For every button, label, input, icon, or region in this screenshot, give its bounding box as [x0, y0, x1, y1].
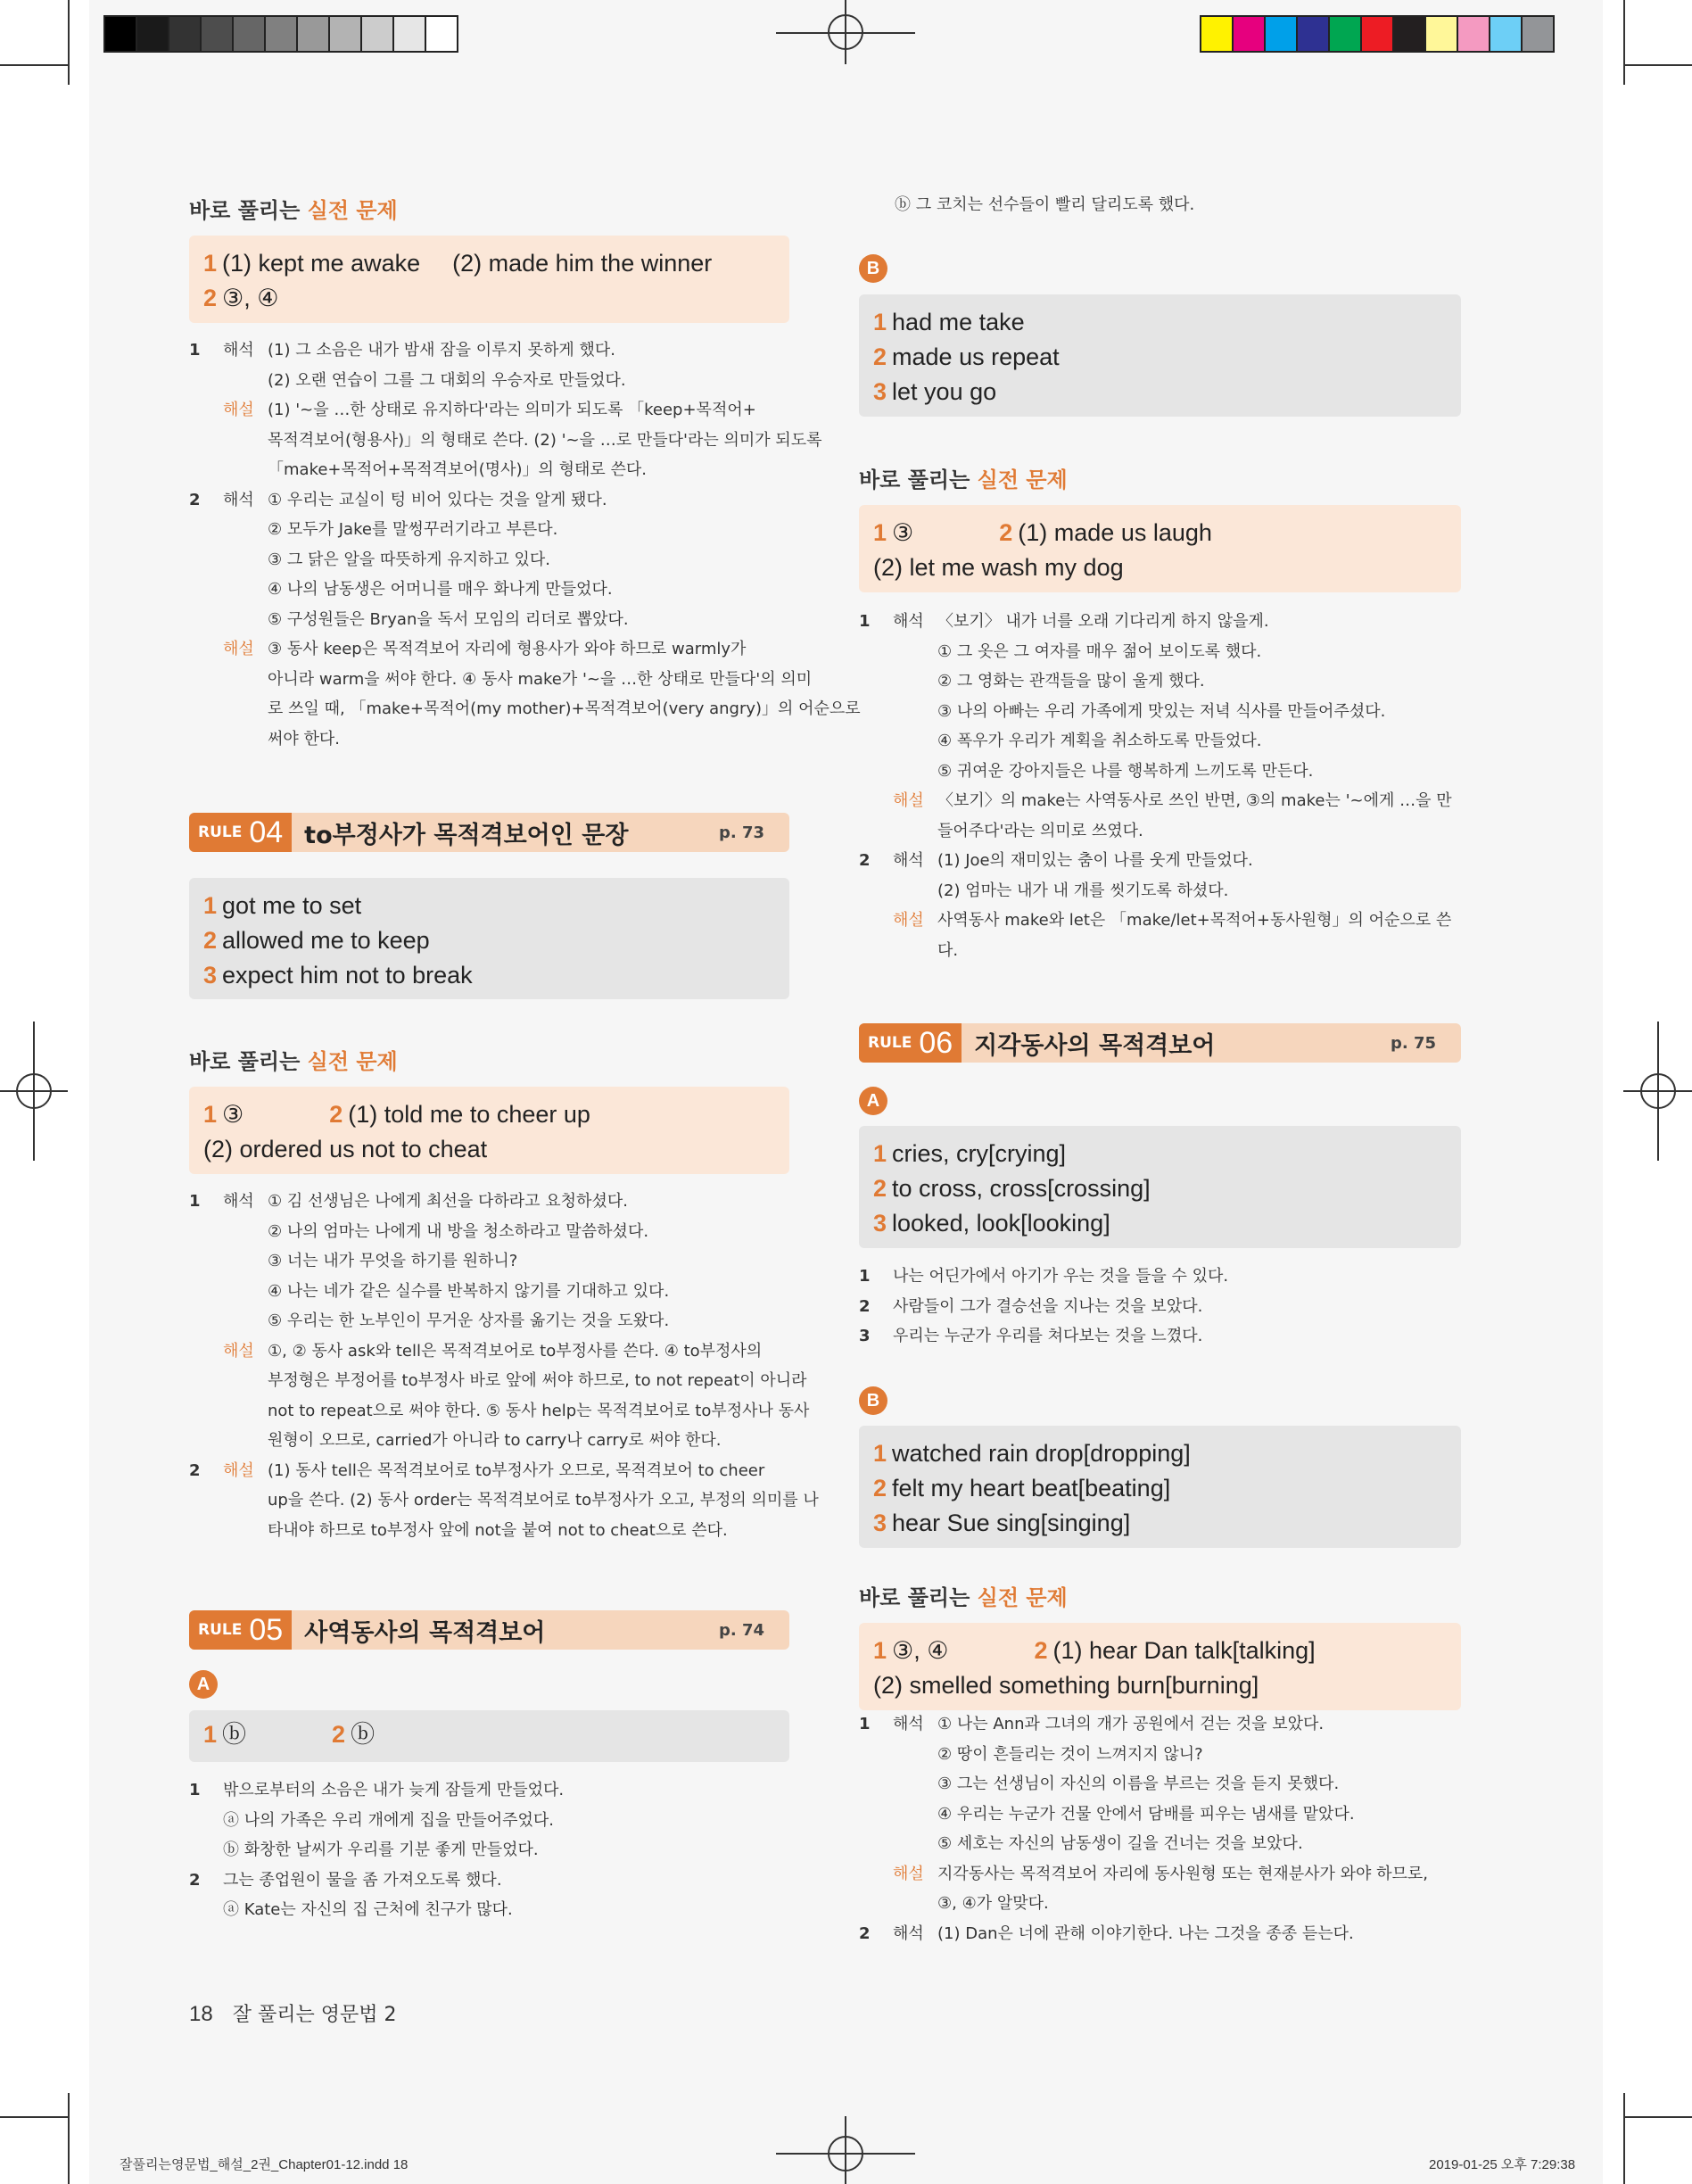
answer-number: 1 — [873, 1440, 887, 1467]
item-number: 1 — [189, 1781, 201, 1799]
answer-part — [873, 550, 1124, 585]
color-swatch — [296, 15, 330, 53]
rule-05b-answer-box — [859, 294, 1461, 417]
explanation-text: ⓑ 화창한 날씨가 우리를 기분 좋게 만들었다. — [223, 1841, 539, 1859]
explanation-line — [189, 724, 789, 755]
explanation-text: 다. — [937, 940, 959, 960]
explanation-text: 그는 종업원이 물을 좀 가져오도록 했다. — [223, 1870, 502, 1890]
explanation-text: 밖으로부터의 소음은 내가 늦게 잠들게 만들었다. — [223, 1781, 565, 1799]
explanation-text: (1) Dan은 너에 관해 이야기한다. 나는 그것을 종종 듣는다. — [937, 1923, 1354, 1943]
explanation-line — [859, 1321, 1461, 1352]
explanation-tag: 해설 — [223, 1460, 254, 1480]
answer-part — [452, 246, 712, 281]
explanation-line — [859, 757, 1461, 787]
explanation-line — [859, 726, 1461, 757]
answer-number: 1 — [873, 1637, 887, 1664]
practice-answer-box — [859, 1623, 1461, 1710]
color-swatch — [425, 15, 458, 53]
rule-06a-answer-box — [859, 1126, 1461, 1248]
explanation-text: (2) 오랜 연습이 그를 그 대회의 우승자로 만들었다. — [268, 370, 626, 390]
explanation-line — [189, 665, 813, 695]
answer-text: expect him not to break — [222, 962, 473, 989]
explanation-line — [859, 846, 1461, 876]
answer-line — [203, 1717, 775, 1752]
answer-line — [873, 516, 1447, 550]
explanation-block — [859, 1709, 1461, 1948]
explanation-text: ③ 그 닭은 알을 따뜻하게 유지하고 있다. — [268, 550, 551, 569]
answer-number: 2 — [203, 927, 218, 954]
explanation-line — [189, 1806, 789, 1836]
explanation-tag: 해석 — [223, 490, 254, 509]
explanation-tag: 해설 — [223, 401, 254, 419]
explanation-line — [859, 906, 1461, 936]
answer-number: 3 — [873, 1210, 887, 1237]
answer-line — [873, 1668, 1447, 1703]
explanation-line — [859, 697, 1461, 727]
explanation-text: ⓐ 나의 가족은 우리 개에게 집을 만들어주었다. — [223, 1810, 555, 1830]
explanation-text: 목적격보어(형용사)」의 형태로 쓴다. (2) '~을 …로 만들다'라는 의미가 되도록 — [268, 430, 822, 450]
explanation-block — [859, 1262, 1461, 1352]
answer-part — [999, 516, 1212, 550]
item-number: 2 — [859, 1923, 871, 1943]
section-b-badge: B — [859, 1386, 887, 1415]
answer-line — [203, 889, 775, 923]
explanation-text: (1) 동사 tell은 목적격보어로 to부정사가 오므로, 목적격보어 to cheer — [268, 1460, 765, 1480]
answer-part — [1034, 1634, 1315, 1668]
explanation-tag: 해석 — [223, 1192, 254, 1211]
explanation-text: 나는 어딘가에서 아기가 우는 것을 들을 수 있다. — [893, 1267, 1229, 1286]
explanation-tag: 해석 — [893, 1923, 924, 1943]
explanation-text: 부정형은 부정어를 to부정사 바로 앞에 써야 하므로, to not repeat이 아니라 — [268, 1371, 807, 1390]
item-number: 1 — [189, 1192, 201, 1211]
answer-line — [203, 1097, 775, 1132]
explanation-text: ④ 나는 네가 같은 실수를 반복하지 않기를 기대하고 있다. — [268, 1281, 670, 1301]
explanation-line — [859, 876, 1461, 906]
explanation-line — [189, 694, 861, 724]
explanation-text: (1) 그 소음은 내가 밤새 잠을 이루지 못하게 했다. — [268, 341, 615, 360]
explanation-tag: 해설 — [223, 640, 254, 658]
explanation-line — [859, 816, 1461, 847]
explanation-block — [189, 1187, 819, 1545]
answer-number: 1 — [873, 1140, 887, 1167]
answer-number: 3 — [873, 1510, 887, 1536]
explanation-tag: 해석 — [223, 341, 254, 360]
explanation-text: ③ 그는 선생님이 자신의 이름을 부르는 것을 듣지 못했다. — [937, 1774, 1340, 1793]
explanation-tag: 해석 — [893, 612, 924, 631]
explanation-text: 사역동사 make와 let은 「make/let+목적어+동사원형」의 어순으로 쓴 — [937, 911, 1452, 930]
rule-06-header — [859, 1023, 1461, 1063]
color-swatch — [1457, 15, 1490, 53]
answer-number: 1 — [203, 1721, 218, 1748]
explanation-text: ① 김 선생님은 나에게 최선을 다하라고 요청하셨다. — [268, 1192, 628, 1211]
explanation-line — [859, 1769, 1461, 1799]
answer-line — [873, 1471, 1447, 1506]
explanation-text: ⑤ 우리는 한 노부인이 무거운 상자를 옮기는 것을 도왔다. — [268, 1311, 670, 1330]
rule-title: to부정사가 목적격보어인 문장 — [304, 821, 629, 849]
explanation-line — [189, 426, 822, 456]
answer-number: 2 — [1034, 1637, 1048, 1664]
answer-text: (1) hear Dan talk[talking] — [1052, 1637, 1316, 1664]
explanation-text: not to repeat으로 써야 한다. ⑤ 동사 help는 목적격보어로 to부정사나 동사 — [268, 1401, 810, 1420]
explanation-tag: 해설 — [893, 911, 924, 930]
explanation-line — [189, 1866, 789, 1896]
answer-text: (2) let me wash my dog — [873, 554, 1124, 581]
practice-title: 바로 풀리는 실전 문제 — [859, 467, 1068, 492]
explanation-text: 아니라 warm을 써야 한다. ④ 동사 make가 '~을 …한 상태로 만들다'의 의미 — [268, 669, 813, 689]
explanation-line — [859, 637, 1461, 667]
explanation-line — [859, 1919, 1461, 1949]
explanation-text: ④ 우리는 누군가 건물 안에서 담배를 피우는 냄새를 맡았다. — [937, 1804, 1355, 1824]
answer-text: ③ — [892, 519, 914, 546]
answer-part — [329, 1097, 590, 1132]
item-number: 2 — [859, 851, 871, 870]
answer-text: felt my heart beat[beating] — [892, 1475, 1171, 1502]
color-swatch — [264, 15, 298, 53]
explanation-line — [859, 1829, 1461, 1859]
explanation-line — [189, 366, 789, 396]
answer-number: 2 — [873, 1175, 887, 1202]
answer-number: 1 — [873, 519, 887, 546]
answer-text: had me take — [892, 309, 1025, 335]
rule-04-header — [189, 813, 789, 852]
item-number: 2 — [189, 1460, 201, 1480]
explanation-text: 원형이 오므로, carried가 아니라 to carry나 carry로 써야 한다. — [268, 1431, 722, 1450]
answer-number: 1 — [203, 250, 218, 277]
explanation-text: ③ 너는 내가 무엇을 하기를 원하니? — [268, 1252, 518, 1270]
rule-05-header — [189, 1610, 789, 1650]
answer-part — [873, 516, 913, 550]
rule-06b-answer-box — [859, 1426, 1461, 1548]
answer-text: (1) told me to cheer up — [348, 1101, 590, 1128]
explanation-text: (2) 엄마는 내가 내 개를 씻기도록 하셨다. — [937, 881, 1229, 900]
item-number: 2 — [189, 490, 201, 509]
explanation-line — [189, 1775, 789, 1806]
explanation-text: ② 모두가 Jake를 말썽꾸러기라고 부른다. — [268, 520, 558, 539]
item-number: 1 — [189, 341, 201, 360]
explanation-line — [189, 605, 789, 635]
answer-line — [203, 281, 775, 316]
rule-page-ref: p. 75 — [1390, 1033, 1436, 1053]
explanation-line — [859, 1799, 1461, 1830]
answer-text: ③, ④ — [892, 1637, 949, 1664]
answer-text: ③ — [222, 1101, 244, 1128]
grayscale-calibration-bar — [105, 15, 458, 53]
explanation-line — [859, 666, 1461, 697]
color-swatch — [103, 15, 137, 53]
explanation-text: (1) Joe의 재미있는 춤이 나를 웃게 만들었다. — [937, 851, 1253, 870]
explanation-text: ①, ② 동사 ask와 tell은 목적격보어로 to부정사를 쓴다. ④ to부정사의 — [268, 1341, 763, 1361]
answer-text: cries, cry[crying] — [892, 1140, 1067, 1167]
explanation-line — [189, 1835, 789, 1866]
answer-number: 1 — [203, 1101, 218, 1128]
answer-text: watched rain drop[dropping] — [892, 1440, 1191, 1467]
color-swatch — [168, 15, 202, 53]
answer-part — [873, 1668, 1259, 1703]
explanation-text: ③ 동사 keep은 목적격보어 자리에 형용사가 와야 하므로 warmly가 — [268, 640, 747, 658]
color-calibration-bar — [1201, 15, 1555, 53]
explanation-text: 로 쓰일 때, 「make+목적어(my mother)+목적격보어(very angry)」의 어순으로 — [268, 699, 861, 718]
explanation-line — [859, 936, 1461, 966]
answer-line — [873, 1634, 1447, 1668]
explanation-tag: 해석 — [893, 851, 924, 870]
practice-title: 바로 풀리는 실전 문제 — [189, 1049, 398, 1074]
explanation-line — [189, 1246, 789, 1277]
explanation-line — [189, 1366, 807, 1396]
answer-part — [203, 1132, 487, 1167]
answer-part — [203, 1717, 246, 1752]
explanation-line — [189, 1217, 789, 1247]
explanation-text: 〈보기〉 내가 너를 오래 기다리게 하지 않을게. — [937, 612, 1269, 631]
item-number: 1 — [859, 1715, 871, 1733]
answer-line — [203, 923, 775, 958]
answer-number: 1 — [203, 892, 218, 919]
answer-line — [873, 1436, 1447, 1471]
explanation-text: 사람들이 그가 결승선을 지나는 것을 보았다. — [893, 1296, 1203, 1316]
explanation-text: ⓐ Kate는 자신의 집 근처에 친구가 많다. — [223, 1900, 513, 1919]
answer-text: hear Sue sing[singing] — [892, 1510, 1131, 1536]
explanation-line — [189, 335, 789, 366]
answer-number: 2 — [999, 519, 1013, 546]
item-number: 3 — [859, 1327, 871, 1345]
explanation-line — [189, 1456, 789, 1486]
item-number: 2 — [859, 1296, 871, 1316]
explanation-text: ⑤ 귀여운 강아지들은 나를 행복하게 느끼도록 만든다. — [937, 761, 1314, 781]
explanation-line — [189, 545, 789, 575]
answer-number: 2 — [873, 1475, 887, 1502]
answer-text: (2) ordered us not to cheat — [203, 1136, 488, 1162]
color-swatch — [1200, 15, 1234, 53]
explanation-line — [189, 1426, 789, 1456]
color-swatch — [1232, 15, 1266, 53]
explanation-line — [189, 395, 789, 426]
practice-title: 바로 풀리는 실전 문제 — [189, 198, 398, 223]
explanation-block — [189, 335, 861, 754]
answer-text: ⓑ — [222, 1721, 247, 1748]
color-swatch — [136, 15, 169, 53]
explanation-tag: 해설 — [893, 791, 924, 810]
explanation-line — [189, 1277, 789, 1307]
color-swatch — [1424, 15, 1458, 53]
answer-text: allowed me to keep — [222, 927, 430, 954]
color-swatch — [1264, 15, 1298, 53]
explanation-block — [859, 607, 1461, 965]
answer-text: ⓑ — [351, 1721, 376, 1748]
explanation-text: ③ 나의 아빠는 우리 가족에게 맛있는 저녁 식사를 만들어주셨다. — [937, 701, 1386, 721]
answer-part — [203, 1097, 243, 1132]
section-a-badge: A — [859, 1087, 887, 1115]
explanation-line — [189, 575, 789, 605]
explanation-tag: 해설 — [223, 1341, 254, 1361]
practice-answer-box — [189, 1087, 789, 1174]
explanation-line — [189, 1187, 789, 1217]
explanation-line — [859, 1889, 1461, 1919]
answer-text: (2) made him the winner — [452, 250, 713, 277]
item-number: 1 — [859, 612, 871, 631]
answer-text: (1) made us laugh — [1018, 519, 1212, 546]
answer-text: (1) kept me awake — [222, 250, 421, 277]
explanation-text: ② 땅이 흔들리는 것이 느껴지지 않니? — [937, 1744, 1203, 1764]
explanation-text: 써야 한다. — [268, 729, 340, 749]
explanation-text: 지각동사는 목적격보어 자리에 동사원형 또는 현재분사가 와야 하므로, — [937, 1864, 1429, 1883]
color-swatch — [328, 15, 362, 53]
explanation-text: ① 나는 Ann과 그녀의 개가 공원에서 걷는 것을 보았다. — [937, 1715, 1325, 1733]
explanation-line — [189, 515, 789, 545]
explanation-line — [859, 1292, 1461, 1322]
answer-number: 3 — [873, 378, 887, 405]
explanation-text: ④ 폭우가 우리가 계획을 취소하도록 만들었다. — [937, 732, 1262, 750]
answer-number: 1 — [873, 309, 887, 335]
color-swatch — [200, 15, 234, 53]
explanation-line — [859, 607, 1461, 637]
rule-badge: RULE 05 — [189, 1610, 292, 1650]
answer-number: 2 — [332, 1721, 346, 1748]
explanation-line — [859, 1262, 1461, 1292]
answer-line — [873, 1506, 1447, 1541]
answer-part — [203, 281, 278, 316]
answer-part — [203, 246, 420, 281]
practice-answer-box — [189, 236, 789, 323]
color-swatch — [1296, 15, 1330, 53]
rule-page-ref: p. 74 — [718, 1620, 764, 1640]
explanation-text: (1) '~을 …한 상태로 유지하다'라는 의미가 되도록 「keep+목적어+ — [268, 401, 756, 419]
explanation-line — [189, 455, 789, 485]
explanation-line — [189, 1895, 789, 1925]
color-swatch — [392, 15, 426, 53]
book-title: 잘 풀리는 영문법 2 — [232, 2004, 397, 2026]
answer-line — [873, 1171, 1447, 1206]
color-swatch — [232, 15, 266, 53]
explanation-text: 타내야 하므로 to부정사 앞에 not을 붙여 not to cheat으로 쓴다. — [268, 1520, 728, 1540]
answer-number: 2 — [329, 1101, 343, 1128]
explanation-tag: 해설 — [893, 1864, 924, 1883]
section-b-badge: B — [859, 254, 887, 283]
explanation-line — [189, 1485, 819, 1516]
explanation-text: 들어주다'라는 의미로 쓰였다. — [937, 821, 1143, 840]
item-number: 2 — [189, 1870, 201, 1890]
answer-text: got me to set — [222, 892, 362, 919]
explanation-text: ⑤ 세호는 자신의 남동생이 길을 건너는 것을 보았다. — [937, 1834, 1303, 1853]
color-swatch — [1489, 15, 1523, 53]
answer-number: 2 — [203, 285, 218, 311]
answer-text: looked, look[looking] — [892, 1210, 1110, 1237]
color-swatch — [360, 15, 394, 53]
explanation-text: ① 그 옷은 그 여자를 매우 젊어 보이도록 했다. — [937, 641, 1262, 661]
rule-04-answer-box — [189, 878, 789, 999]
explanation-text: ③, ④가 알맞다. — [937, 1894, 1049, 1913]
explanation-line — [189, 1516, 789, 1546]
explanation-line — [859, 1859, 1461, 1890]
answer-part — [332, 1717, 375, 1752]
explanation-line — [859, 1740, 1461, 1770]
explanation-block — [189, 1775, 789, 1925]
explanation-line — [189, 1396, 810, 1427]
answer-number: 3 — [203, 962, 218, 989]
page-number: 18 — [189, 2002, 213, 2026]
answer-line — [873, 550, 1447, 585]
explanation-line — [189, 485, 789, 516]
item-number: 1 — [859, 1267, 871, 1286]
print-timestamp: 2019-01-25 오후 7:29:38 — [1429, 2157, 1576, 2172]
color-swatch — [1360, 15, 1394, 53]
color-swatch — [1392, 15, 1426, 53]
answer-line — [873, 1206, 1447, 1241]
practice-title: 바로 풀리는 실전 문제 — [859, 1585, 1068, 1610]
answer-line — [873, 1137, 1447, 1171]
practice-answer-box — [859, 505, 1461, 592]
answer-line — [203, 246, 775, 281]
top-continued-line: ⓑ 그 코치는 선수들이 빨리 달리도록 했다. — [895, 195, 1195, 214]
explanation-text: up을 쓴다. (2) 동사 order는 목적격보어로 to부정사가 오고, 부정의 의미를 나 — [268, 1491, 819, 1510]
answer-text: to cross, cross[crossing] — [892, 1175, 1151, 1202]
answer-text: ③, ④ — [222, 285, 279, 311]
answer-text: made us repeat — [892, 343, 1060, 370]
explanation-text: ② 나의 엄마는 나에게 내 방을 청소하라고 말씀하셨다. — [268, 1221, 649, 1241]
color-swatch — [1328, 15, 1362, 53]
explanation-tag: 해석 — [893, 1715, 924, 1733]
rule-badge: RULE 04 — [189, 813, 292, 852]
explanation-line — [189, 634, 789, 665]
page-footer — [189, 1999, 396, 2027]
rule-page-ref: p. 73 — [718, 823, 764, 842]
rule-title: 사역동사의 목적격보어 — [304, 1618, 546, 1647]
rule-badge: RULE 06 — [859, 1023, 962, 1063]
answer-line — [203, 958, 775, 993]
color-swatch — [1521, 15, 1555, 53]
explanation-line — [859, 786, 1461, 816]
answer-line — [873, 305, 1447, 340]
explanation-text: ④ 나의 남동생은 어머니를 매우 화나게 만들었다. — [268, 580, 613, 599]
answer-line — [203, 1132, 775, 1167]
explanation-text: ⑤ 구성원들은 Bryan을 독서 모임의 리더로 뽑았다. — [268, 609, 629, 629]
file-slug: 잘풀리는영문법_해설_2권_Chapter01-12.indd 18 — [120, 2157, 409, 2172]
answer-line — [873, 375, 1447, 410]
explanation-text: 우리는 누군가 우리를 쳐다보는 것을 느꼈다. — [893, 1327, 1203, 1345]
section-a-badge: A — [189, 1670, 218, 1699]
explanation-line — [859, 1709, 1461, 1740]
answer-part — [873, 1634, 948, 1668]
explanation-text: 〈보기〉의 make는 사역동사로 쓰인 반면, ③의 make는 '~에게 …을 만 — [937, 791, 1452, 810]
rule-title: 지각동사의 목적격보어 — [974, 1031, 1216, 1060]
explanation-text: 「make+목적어+목적격보어(명사)」의 형태로 쓴다. — [268, 460, 648, 479]
answer-line — [873, 340, 1447, 375]
answer-text: let you go — [892, 378, 997, 405]
answer-number: 2 — [873, 343, 887, 370]
explanation-line — [189, 1336, 789, 1367]
answer-text: (2) smelled something burn[burning] — [873, 1672, 1259, 1699]
explanation-line — [189, 1306, 789, 1336]
explanation-text: ① 우리는 교실이 텅 비어 있다는 것을 알게 됐다. — [268, 490, 607, 509]
rule-05-answer-box — [189, 1710, 789, 1762]
explanation-text: ② 그 영화는 관객들을 많이 울게 했다. — [937, 672, 1205, 691]
